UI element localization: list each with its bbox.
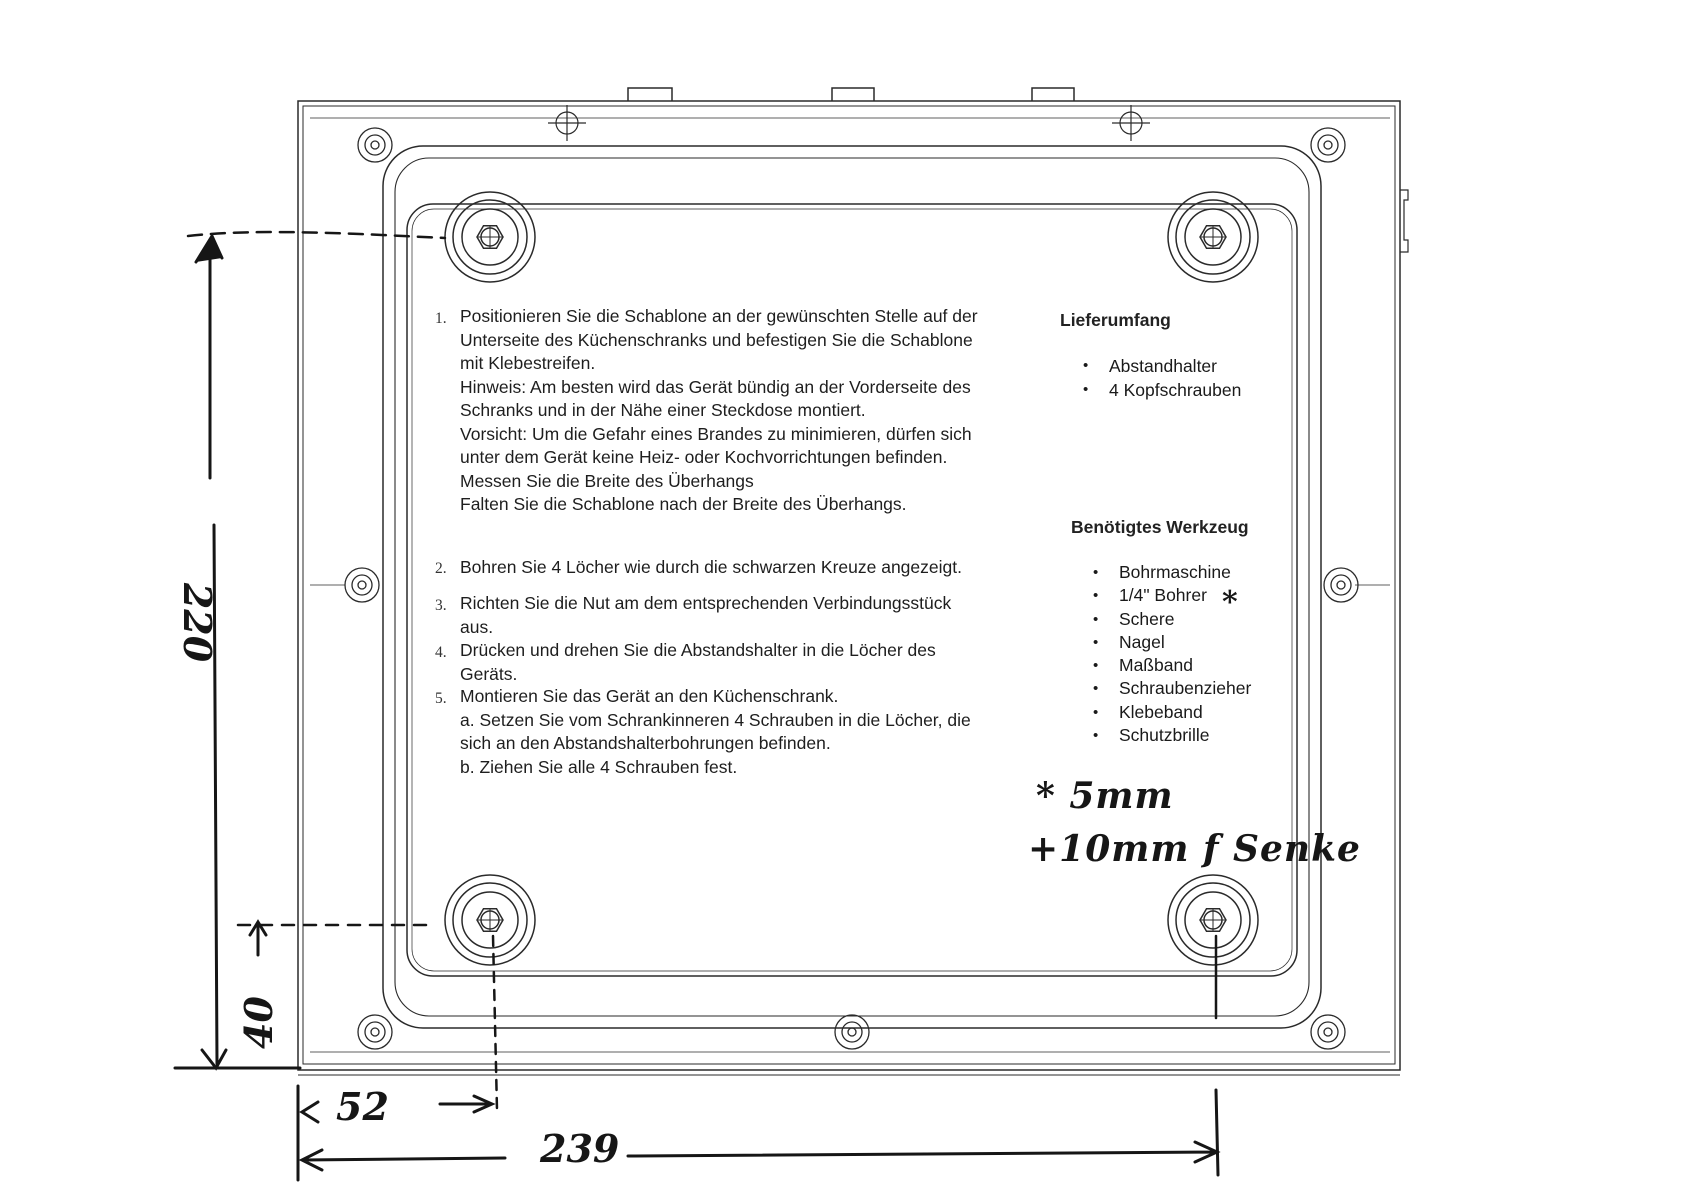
hand-arrow-52-left bbox=[302, 1102, 318, 1122]
list-item: • 1/4" Bohrer bbox=[1093, 584, 1251, 607]
list-item: • Bohrmaschine bbox=[1093, 561, 1251, 584]
step-5-line: Montieren Sie das Gerät an den Küchenschrank. bbox=[460, 686, 839, 706]
screw-boss-top-right bbox=[1311, 128, 1345, 162]
screw-boss-bottom-left bbox=[358, 1015, 392, 1049]
standoff-bottom-right bbox=[1168, 875, 1258, 965]
handwritten-drill-marker: * bbox=[1222, 585, 1238, 620]
hand-arrow-40 bbox=[250, 922, 266, 955]
step-number-1: 1. bbox=[435, 310, 447, 327]
step-1-line: unter dem Gerät keine Heiz- oder Kochvorrichtungen befinden. bbox=[460, 447, 948, 467]
lieferumfang-list bbox=[1083, 354, 1241, 402]
list-item: • Abstandhalter bbox=[1083, 354, 1241, 378]
list-item: • Klebeband bbox=[1093, 701, 1251, 724]
handwritten-dimension-220: 220 bbox=[175, 582, 221, 663]
list-item: • Maßband bbox=[1093, 654, 1251, 677]
step-2-text bbox=[460, 556, 962, 580]
screw-boss-mid-right bbox=[1324, 568, 1358, 602]
step-1-line: mit Klebestreifen. bbox=[460, 353, 596, 373]
werkzeug-title: Benötigtes Werkzeug bbox=[1071, 517, 1249, 537]
step-number-4: 4. bbox=[435, 644, 447, 661]
step-1-line: Unterseite des Küchenschranks und befestigen Sie die Schablone bbox=[460, 329, 973, 350]
standoff-top-right bbox=[1168, 192, 1258, 282]
list-item: • Schere bbox=[1093, 608, 1251, 631]
step-number-3: 3. bbox=[435, 597, 447, 614]
hand-dash-vertical-left bbox=[493, 936, 497, 1110]
step-3-line: aus. bbox=[460, 616, 494, 637]
handwritten-dimension-239: 239 bbox=[540, 1126, 620, 1171]
list-item: • 4 Kopfschrauben bbox=[1083, 378, 1241, 402]
step-5-text bbox=[460, 685, 971, 779]
step-5-line: a. Setzen Sie vom Schrankinneren 4 Schrauben in die Löcher, die bbox=[460, 709, 971, 730]
handwritten-dimension-40: 40 bbox=[235, 996, 281, 1049]
crosshair-top-left bbox=[544, 105, 588, 141]
right-notch bbox=[1400, 190, 1408, 252]
handwritten-dimension-52: 52 bbox=[336, 1084, 389, 1129]
step-1-line: Vorsicht: Um die Gefahr eines Brandes zu minimieren, dürfen sich bbox=[460, 423, 972, 444]
step-1-text bbox=[460, 305, 978, 517]
handwritten-note-countersink: +10mm f Senke bbox=[1028, 828, 1361, 870]
screw-boss-bottom-right bbox=[1311, 1015, 1345, 1049]
step-3-line: Richten Sie die Nut am dem entsprechenden Verbindungsstück bbox=[460, 593, 952, 613]
standoff-top-left bbox=[445, 192, 535, 282]
hand-line-239-right bbox=[628, 1142, 1217, 1162]
hand-arrow-220-bottom bbox=[202, 1050, 226, 1068]
step-5-line: sich an den Abstandshalterbohrungen befinden. bbox=[460, 733, 831, 753]
step-4-line: Geräts. bbox=[460, 663, 518, 684]
lieferumfang-title: Lieferumfang bbox=[1060, 310, 1171, 330]
list-item: • Nagel bbox=[1093, 631, 1251, 654]
top-tab-right bbox=[1032, 88, 1074, 101]
step-3-text bbox=[460, 592, 951, 639]
step-5-line: b. Ziehen Sie alle 4 Schrauben fest. bbox=[460, 756, 738, 777]
step-4-line: Drücken und drehen Sie die Abstandshalter in die Löcher des bbox=[460, 640, 936, 660]
step-1-line: Messen Sie die Breite des Überhangs bbox=[460, 470, 754, 491]
hand-vtick-right bbox=[1216, 1090, 1218, 1175]
screw-boss-top-left bbox=[358, 128, 392, 162]
handwritten-note-size: * 5mm bbox=[1036, 775, 1174, 817]
step-1-line: Falten Sie die Schablone nach der Breite des Überhangs. bbox=[460, 494, 907, 514]
crosshair-top-right bbox=[1112, 105, 1150, 141]
step-1-line: Schranks und in der Nähe einer Steckdose montiert. bbox=[460, 400, 866, 420]
step-number-2: 2. bbox=[435, 560, 447, 577]
step-1-line: Positionieren Sie die Schablone an der gewünschten Stelle auf der bbox=[460, 306, 978, 326]
top-tab-center bbox=[832, 88, 874, 101]
hand-arrow-52-right bbox=[440, 1096, 492, 1112]
step-number-5: 5. bbox=[435, 690, 447, 707]
step-4-text bbox=[460, 639, 936, 686]
screw-boss-mid-left bbox=[345, 568, 379, 602]
top-tab-left bbox=[628, 88, 672, 101]
list-item: • Schraubenzieher bbox=[1093, 677, 1251, 700]
screw-boss-bottom-center bbox=[835, 1015, 869, 1049]
standoff-bottom-left bbox=[445, 875, 535, 965]
list-item: • Schutzbrille bbox=[1093, 724, 1251, 747]
step-1-line: Hinweis: Am besten wird das Gerät bündig an der Vorderseite des bbox=[460, 376, 971, 397]
hand-arrow-220-top bbox=[196, 236, 222, 262]
step-2-line: Bohren Sie 4 Löcher wie durch die schwarzen Kreuze angezeigt. bbox=[460, 557, 962, 577]
hand-arrow-239-left bbox=[302, 1150, 505, 1170]
